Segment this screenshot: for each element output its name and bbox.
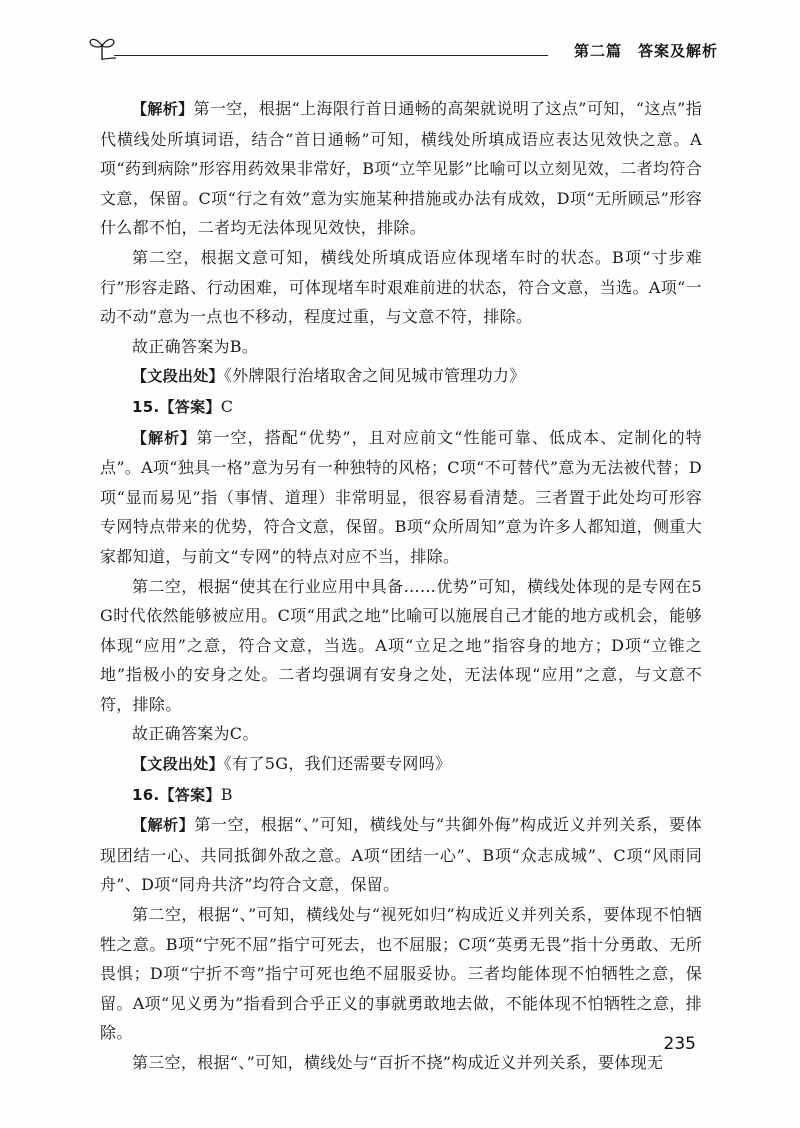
paragraph-tag: 【文段出处】	[132, 367, 224, 386]
question-number: 15.【答案】	[132, 397, 221, 416]
paragraph-text: 故正确答案为C。	[132, 724, 259, 744]
paragraph-text: 《有了5G，我们还需要专网吗》	[223, 754, 452, 774]
paragraph-tag: 【解析】	[132, 428, 197, 447]
page-number: 235	[663, 1034, 696, 1054]
paragraph-third-blank-16	[100, 1048, 702, 1078]
question-16-answer	[100, 780, 702, 811]
paragraph-text: 第二空，根据文意可知，横线处所填成语应体现堵车时的状态。B项“寸步难行”形容走路、行动困难，可体现堵车时艰难前进的状态，符合文意，当选。A项“一动不动”意为一点也不移动，程度过重，与文意不符，排除。	[100, 247, 702, 327]
paragraph-answer-14	[100, 332, 702, 362]
paragraph-source-15	[100, 749, 702, 780]
page-header	[88, 28, 718, 68]
paragraph-analysis-16	[100, 810, 702, 900]
paragraph-text: 《外牌限行治堵取舍之间见城市管理功力》	[223, 366, 526, 386]
paragraph-second-blank-16	[100, 900, 702, 1048]
paragraph-source-14	[100, 361, 702, 392]
paragraph-second-blank-15	[100, 572, 702, 720]
paragraph-tag: 【解析】	[132, 100, 194, 118]
paragraph-second-blank-14	[100, 243, 702, 332]
answer-letter: C	[220, 396, 234, 416]
paragraph-analysis-15	[100, 423, 702, 572]
paragraph-answer-15	[100, 719, 702, 749]
answer-letter: B	[220, 784, 233, 804]
paragraph-text: 第一空，根据“、”可知，横线处与“共御外侮”构成近义并列关系，要体现团结一心、共同抵御外敌之意。A项“团结一心”、B项“众志成城”、C项“风雨同舟”、D项“同舟共济”均符合文意，保留。	[100, 815, 703, 895]
header-title: 第二篇 答案及解析	[573, 42, 718, 60]
paragraph-text: 故正确答案为B。	[132, 336, 259, 356]
paragraph-text: 第二空，根据“、”可知，横线处与“视死如归”构成近义并列关系，要体现不怕牺牲之意。B项“宁死不屈”指宁可死去，也不屈服；C项“英勇无畏”指十分勇敢、无所畏惧；D项“宁折不弯”指宁可死也绝不屈服妥协。三者均能体现不怕牺牲之意，保留。A项“见义勇为”指看到合乎正义的事就勇敢地去做，不能体现不怕牺牲之意，排除。	[100, 905, 702, 1043]
header-rule	[114, 55, 548, 56]
paragraph-text: 第二空，根据“使其在行业应用中具备……优势”可知，横线处体现的是专网在5G时代依然能够被应用。C项“用武之地”比喻可以施展自己才能的地方或机会，能够体现“应用”之意，符合文意，当选。A项“立足之地”指容身的地方；D项“立锥之地”指极小的安身之处。二者均强调有安身之处，无法体现“应用”之意，与文意不符，排除。	[100, 576, 702, 714]
paragraph-analysis-14	[100, 94, 702, 243]
paragraph-tag: 【文段出处】	[132, 755, 224, 774]
question-number: 16.【答案】	[132, 785, 221, 804]
sprout-icon	[88, 32, 116, 62]
paragraph-tag: 【解析】	[132, 816, 195, 835]
question-15-answer	[100, 392, 702, 423]
page-content	[100, 94, 702, 1078]
paragraph-text: 第三空，根据“、”可知，横线处与“百折不挠”构成近义并列关系，要体现无	[132, 1053, 664, 1072]
paragraph-text: 第一空，根据“上海限行首日通畅的高架就说明了这点”可知，“这点”指代横线处所填词语，结合“首日通畅”可知，横线处所填成语应表达见效快之意。A项“药到病除”形容用药效果非常好，B项“立竿见影”比喻可以立刻见效，二者均符合文意，保留。C项“行之有效”意为实施某种措施或办法有成效，D项“无所顾忌”形容什么都不怕，二者均无法体现见效快，排除。	[100, 99, 703, 238]
paragraph-text: 第一空，搭配“优势”，且对应前文“性能可靠、低成本、定制化的特点”。A项“独具一格”意为另有一种独特的风格；C项“不可替代”意为无法被代替；D项“显而易见”指（事情、道理）非常明显，很容易看清楚。三者置于此处均可形容专网特点带来的优势，符合文意，保留。B项“众所周知”意为许多人都知道，侧重大家都知道，与前文“专网”的特点对应不当，排除。	[100, 427, 702, 566]
